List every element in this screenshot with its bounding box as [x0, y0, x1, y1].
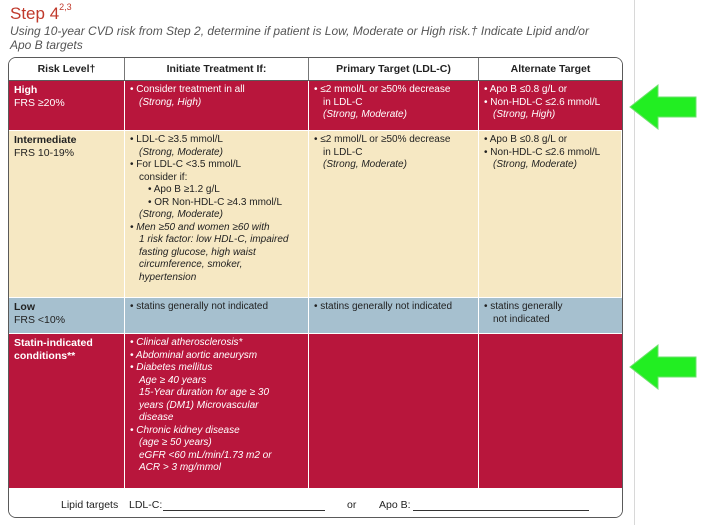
risk-cell-statin [9, 334, 125, 488]
col-initiate: Initiate Treatment If: [125, 58, 309, 80]
lipid-targets-label: Lipid targets [61, 499, 119, 511]
line: • Abdominal aortic aneurysm [130, 349, 258, 361]
line: (Strong, Moderate) [493, 159, 577, 170]
line: disease [139, 412, 174, 423]
line: hypertension [139, 271, 197, 283]
line: in LDL-C [323, 146, 363, 158]
arrow-left-icon [628, 342, 698, 392]
risk-frs: FRS <10% [14, 313, 66, 326]
line: (Strong, Moderate) [323, 109, 407, 120]
alternate-cell-intermediate [479, 131, 622, 297]
alternate-cell-statin [479, 334, 622, 488]
risk-cell-high [9, 81, 125, 130]
subtitle: Using 10-year CVD risk from Step 2, determine if patient is Low, Moderate or High risk.† Indicate Lipid and/or Apo B targets [10, 24, 589, 52]
primary-cell-intermediate [309, 131, 479, 297]
line: • For LDL-C <3.5 mmol/L [130, 159, 242, 170]
line: • Non-HDL-C ≤2.6 mmol/L [484, 146, 601, 158]
risk-table [8, 57, 623, 518]
apob-blank-line[interactable] [413, 510, 589, 511]
line: (Strong, Moderate) [139, 146, 223, 158]
line: (age ≥ 50 years) [139, 437, 212, 448]
line: eGFR <60 mL/min/1.73 m2 or [139, 449, 272, 461]
line: • Non-HDL-C ≤2.6 mmol/L [484, 96, 601, 108]
line: (Strong, High) [139, 96, 202, 108]
page-edge [634, 0, 635, 525]
risk-label: Intermediate [14, 134, 77, 146]
col-risk-level: Risk Level† [9, 58, 125, 80]
risk-label: Low [14, 301, 35, 313]
line: in LDL-C [323, 96, 363, 108]
row-statin-indicated [9, 334, 622, 488]
apob-label: Apo B: [379, 499, 411, 511]
line: 15-Year duration for age ≥ 30 [139, 387, 270, 398]
primary-cell-statin [309, 334, 479, 488]
table-header-row [9, 58, 622, 81]
risk-frs: FRS ≥20% [14, 96, 65, 109]
risk-label: High [14, 84, 38, 96]
line: fasting glucose, high waist [139, 246, 256, 258]
line: (Strong, High) [493, 109, 556, 120]
line: • Apo B ≤0.8 g/L or [484, 84, 568, 95]
line: • Apo B ≤0.8 g/L or [484, 134, 568, 145]
line: • ≤2 mmol/L or ≥50% decrease [314, 84, 451, 95]
risk-label: Statin-indicated [14, 337, 93, 349]
ldl-blank-line[interactable] [163, 510, 325, 511]
line: • Apo B ≥1.2 g/L [148, 184, 220, 195]
line: • LDL-C ≥3.5 mmol/L [130, 134, 223, 145]
line: (Strong, Moderate) [139, 209, 223, 220]
line: • statins generally not indicated [314, 301, 453, 312]
line: circumference, smoker, [139, 259, 243, 270]
lipid-targets-row [9, 489, 622, 517]
line: • Chronic kidney disease [130, 424, 240, 436]
line: • statins generally not indicated [130, 301, 269, 312]
alternate-cell-low [479, 298, 622, 333]
line: ACR > 3 mg/mmol [139, 462, 221, 473]
alternate-cell-high [479, 81, 622, 130]
line: • ≤2 mmol/L or ≥50% decrease [314, 134, 451, 145]
or-label: or [347, 499, 357, 511]
row-intermediate [9, 131, 622, 297]
initiate-cell-intermediate [125, 131, 309, 297]
line: years (DM1) Microvascular [139, 399, 259, 411]
row-high [9, 81, 622, 130]
line: (Strong, Moderate) [323, 159, 407, 170]
col-alternate-target: Alternate Target [510, 63, 591, 75]
line: Age ≥ 40 years [139, 374, 207, 386]
risk-label: conditions** [14, 349, 76, 362]
row-low [9, 298, 622, 333]
initiate-cell-high [125, 81, 309, 130]
line: consider if: [139, 171, 188, 183]
line: • statins generally [484, 301, 563, 312]
col-primary-target: Primary Target (LDL-C) [309, 58, 479, 80]
line: • OR Non-HDL-C ≥4.3 mmol/L [148, 196, 283, 208]
initiate-cell-low [125, 298, 309, 333]
line: • Clinical atherosclerosis* [130, 337, 243, 348]
line: • Diabetes mellitus [130, 362, 213, 373]
line: 1 risk factor: low HDL-C, impaired [139, 234, 289, 245]
step-title: Step 4$^{2,3}$ [10, 2, 72, 23]
line: • Consider treatment in all [130, 84, 245, 95]
risk-cell-intermediate [9, 131, 125, 297]
arrow-left-icon [628, 82, 698, 132]
step-superscript: 2,3 [59, 2, 72, 13]
line: not indicated [493, 313, 550, 325]
line: • Men ≥50 and women ≥60 with [130, 221, 270, 233]
risk-frs: FRS 10-19% [14, 146, 75, 159]
primary-cell-high [309, 81, 479, 130]
primary-cell-low [309, 298, 479, 333]
initiate-cell-statin [125, 334, 309, 488]
ldl-label: LDL-C: [129, 499, 163, 511]
risk-cell-low [9, 298, 125, 333]
